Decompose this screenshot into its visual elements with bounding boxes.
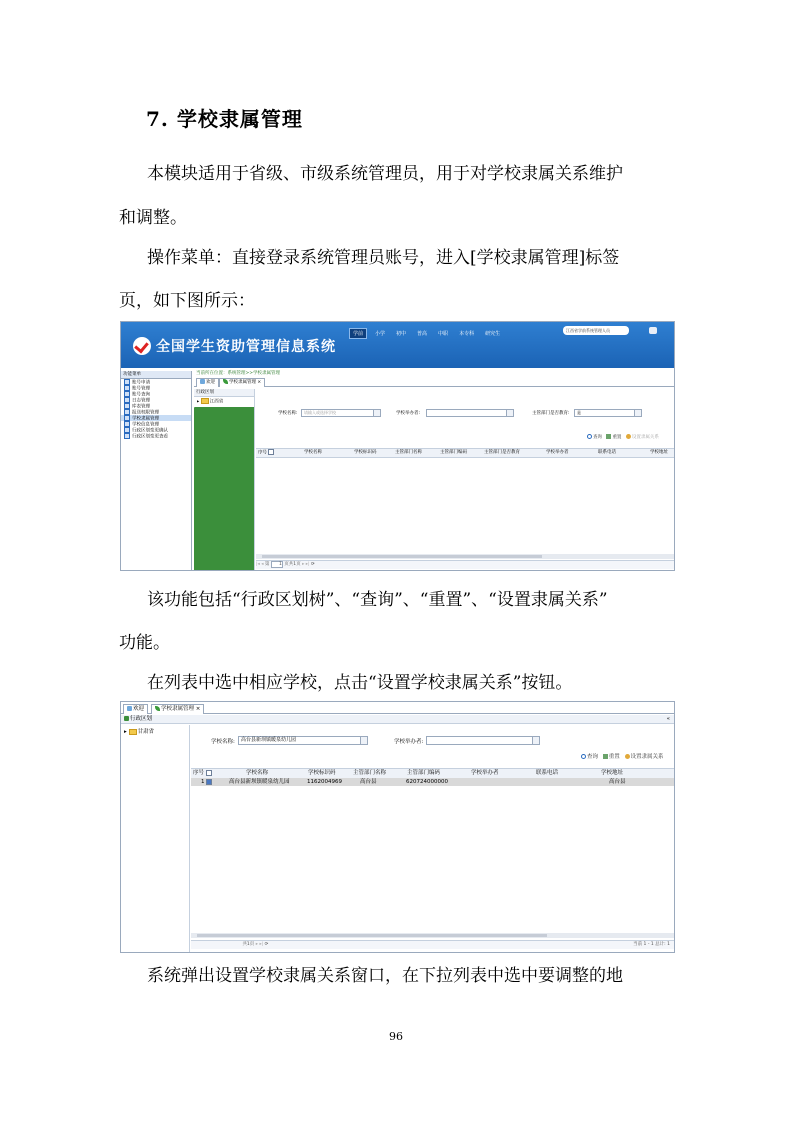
col-organizer[interactable]: 学校举办者 [471, 770, 499, 776]
home-icon [127, 706, 132, 711]
reset-icon [603, 754, 608, 759]
tab-welcome[interactable]: 欢迎 [196, 378, 219, 387]
col-dept-name[interactable]: 主管部门名称 [353, 770, 387, 776]
menu-item[interactable]: 库表管理 [121, 403, 191, 409]
col-school-code[interactable]: 学校标识码 [308, 770, 336, 776]
function-menu-title: 功能菜单 [121, 371, 191, 379]
chevron-down-icon[interactable] [634, 410, 641, 416]
page-number: 96 [389, 1030, 403, 1043]
tab-school-affiliation[interactable]: 学校隶属管理 × [151, 704, 204, 714]
table-row[interactable] [191, 778, 674, 786]
menu-item[interactable]: 报送权限管理 [121, 409, 191, 415]
search-icon [581, 754, 586, 759]
paragraph-5-line-1: 系统弹出设置学校隶属关系窗口，在下拉列表中选中要调整的地 [147, 966, 623, 986]
col-organizer[interactable]: 学校举办者 [546, 450, 569, 455]
query-button[interactable]: 查询 [587, 435, 602, 440]
next-page-icon[interactable]: ▸ ▸| [255, 942, 264, 947]
grid-header [256, 448, 674, 458]
next-page-icon[interactable]: ▸ ▸| [302, 562, 310, 567]
school-name-label: 学校名称: [278, 411, 298, 416]
col-dept-code[interactable]: 主管部门编码 [440, 450, 467, 455]
row-index: 1 [201, 778, 212, 786]
row-school-code: 1162004969 [307, 779, 342, 785]
nav-primary[interactable]: 小学 [375, 330, 386, 337]
nav-preschool[interactable]: 学前 [349, 328, 367, 339]
first-page-icon[interactable]: |◂ ◂ [256, 562, 264, 567]
set-affiliation-button[interactable]: 设置隶属关系 [626, 435, 659, 440]
col-school-name[interactable]: 学校名称 [304, 450, 322, 455]
chevron-down-icon[interactable] [506, 410, 513, 416]
region-tree-root[interactable]: ▸ 甘肃省 [124, 729, 155, 735]
pager: |◂ ◂ 第 1 页共1页 ▸ ▸| ⟳ [256, 560, 674, 569]
menu-item-selected[interactable]: 学校隶属管理 [121, 415, 191, 421]
col-school-code[interactable]: 学校标识码 [354, 450, 377, 455]
leaf-icon [155, 706, 160, 711]
menu-item[interactable]: 学校信息管理 [121, 421, 191, 427]
reset-icon [606, 434, 611, 439]
row-dept-name: 高台县 [360, 779, 377, 785]
col-school-name[interactable]: 学校名称 [246, 770, 269, 776]
logout-icon[interactable] [649, 327, 657, 334]
col-index[interactable]: 序号 [193, 769, 212, 778]
query-button[interactable]: 查询 [581, 754, 598, 760]
nav-undergraduate[interactable]: 本专科 [459, 330, 475, 337]
col-dept-code[interactable]: 主管部门编码 [407, 770, 441, 776]
page-number-input[interactable]: 1 [271, 561, 283, 568]
select-all-checkbox[interactable] [206, 770, 212, 776]
reset-button[interactable]: 重置 [606, 435, 621, 440]
gear-icon [625, 754, 630, 759]
chevron-down-icon[interactable] [360, 737, 367, 744]
col-dept-name[interactable]: 主管部门名称 [395, 450, 422, 455]
breadcrumb: 当前所在位置：系统管理>>学校隶属管理 [196, 371, 281, 376]
search-icon [587, 434, 592, 439]
region-tree-panel [194, 389, 255, 570]
horizontal-scrollbar[interactable] [256, 554, 674, 559]
nav-junior[interactable]: 初中 [396, 330, 407, 337]
reset-button[interactable]: 重置 [603, 754, 620, 760]
home-icon [200, 379, 205, 384]
chevron-down-icon[interactable] [373, 410, 380, 416]
gear-icon [626, 434, 631, 439]
section-heading: 7. 学校隶属管理 [146, 107, 303, 131]
content-area [194, 371, 674, 570]
menu-item[interactable]: 账号查询 [121, 391, 191, 397]
tab-school-affiliation[interactable]: 学校隶属管理 × [219, 378, 265, 387]
paragraph-2-line-1: 操作菜单：直接登录系统管理员账号，进入[学校隶属管理]标签 [147, 248, 620, 268]
school-name-input[interactable]: 请输入或选择学校 [301, 409, 381, 417]
tab-bar [194, 377, 674, 387]
menu-item[interactable]: 行政区划变更确认 [121, 427, 191, 433]
app-banner [121, 322, 674, 368]
paragraph-2-line-2: 页，如下图所示： [119, 291, 255, 311]
function-menu-panel [121, 371, 192, 570]
query-form [256, 389, 674, 570]
row-dept-code: 620724000000 [406, 779, 448, 785]
action-buttons [581, 752, 664, 760]
school-name-input[interactable]: 高台县新坝镇暖泉幼儿园 [238, 736, 368, 745]
region-panel-title: 行政区划 [194, 389, 254, 397]
pager-status: 当前 1 - 1 总计: 1 [633, 942, 670, 947]
top-nav [349, 325, 503, 341]
role-select[interactable]: 江西省学前系统管理人员 [563, 326, 629, 335]
set-affiliation-button[interactable]: 设置隶属关系 [625, 754, 664, 760]
school-name-label: 学校名称: [211, 739, 235, 745]
col-address[interactable]: 学校地址 [650, 450, 668, 455]
row-school-name: 高台县新坝镇暖泉幼儿园 [229, 779, 290, 785]
region-panel-title: 行政区划 « [121, 715, 674, 724]
is-teaching-select[interactable]: 是 [574, 409, 642, 417]
organizer-select[interactable] [426, 409, 514, 417]
app-title: 全国学生资助管理信息系统 [156, 339, 336, 355]
organizer-select[interactable] [426, 736, 540, 745]
organizer-label: 学校举办者: [394, 739, 424, 745]
col-is-teaching[interactable]: 主管部门是否教育 [484, 450, 520, 455]
screenshot-school-selected [120, 701, 675, 953]
folder-icon [129, 729, 137, 735]
refresh-icon[interactable]: ⟳ [311, 562, 315, 567]
organizer-label: 学校举办者: [396, 411, 421, 416]
menu-icon [124, 433, 130, 439]
region-tree-panel [121, 725, 190, 952]
query-form [191, 725, 674, 952]
col-index[interactable]: 序号 [258, 449, 274, 458]
folder-icon [201, 398, 209, 404]
horizontal-scrollbar[interactable] [191, 933, 674, 938]
paragraph-1-line-1: 本模块适用于省级、市级系统管理员，用于对学校隶属关系维护 [147, 164, 623, 184]
menu-item[interactable]: 日志管理 [121, 397, 191, 403]
row-address: 高台县 [609, 779, 626, 785]
refresh-icon[interactable]: ⟳ [264, 942, 269, 947]
paragraph-3-line-1: 该功能包括“行政区划树”、“查询”、“重置”、“设置隶属关系” [147, 590, 608, 610]
row-checkbox[interactable] [206, 779, 212, 785]
pager: 共1页 ▸ ▸| ⟳ 当前 1 - 1 总计: 1 [191, 940, 674, 949]
select-all-checkbox[interactable] [268, 449, 274, 455]
nav-senior[interactable]: 普高 [417, 330, 428, 337]
region-icon [124, 716, 129, 721]
menu-item[interactable]: 账号管理 [121, 385, 191, 391]
app-logo-icon [133, 337, 151, 355]
col-address[interactable]: 学校地址 [601, 770, 624, 776]
nav-graduate[interactable]: 研究生 [485, 330, 501, 337]
region-icon [194, 407, 255, 571]
nav-vocational[interactable]: 中职 [438, 330, 449, 337]
is-teaching-label: 主管部门是否教育: [532, 411, 570, 416]
col-phone[interactable]: 联系电话 [598, 450, 616, 455]
collapse-icon[interactable]: « [666, 716, 670, 722]
screenshot-main-window [120, 321, 675, 571]
tab-bar [121, 702, 674, 714]
leaf-icon [223, 379, 228, 384]
paragraph-4-line-1: 在列表中选中相应学校，点击“设置学校隶属关系”按钮。 [147, 673, 573, 693]
region-tree-root[interactable]: ▸ 江西省 [197, 399, 224, 405]
chevron-down-icon[interactable] [532, 737, 539, 744]
paragraph-3-line-2: 功能。 [119, 633, 170, 653]
action-buttons [587, 434, 659, 440]
menu-item[interactable]: 行政区划变更查看 [121, 433, 191, 439]
tab-welcome[interactable]: 欢迎 [123, 704, 148, 714]
menu-item[interactable]: 账号申请 [121, 379, 191, 385]
col-phone[interactable]: 联系电话 [536, 770, 559, 776]
paragraph-1-line-2: 和调整。 [119, 208, 187, 228]
